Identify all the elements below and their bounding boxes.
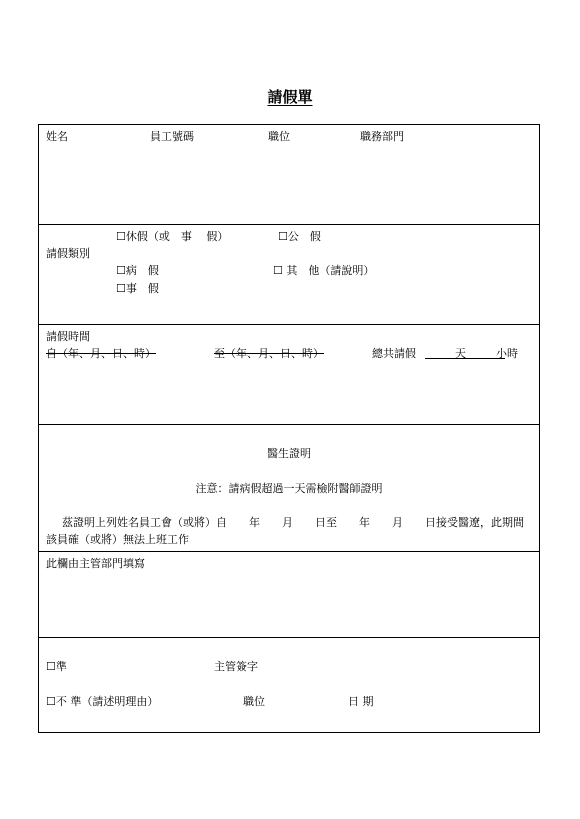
days-unit: 天 [455, 347, 466, 360]
leave-form-border [38, 124, 540, 733]
checkbox-reject[interactable]: ☐不 準（請述明理由） [46, 695, 159, 708]
leave-type-label: 請假類別 [46, 247, 90, 260]
name-label[interactable]: 姓名 [46, 130, 68, 143]
from-datetime[interactable]: 自（年、月、日、時） [46, 347, 156, 360]
form-title: 請假單 [267, 88, 313, 106]
hours-unit: 小時 [496, 347, 518, 360]
page-title [0, 86, 580, 107]
approval-date-label[interactable]: 日 期 [348, 695, 374, 708]
divider-4 [38, 551, 540, 552]
checkbox-official[interactable]: ☐公 假 [278, 230, 321, 243]
divider-2 [38, 324, 540, 325]
supervisor-signature-label[interactable]: 主管簽字 [214, 660, 258, 673]
checkbox-other[interactable]: ☐ 其 他（請說明） [273, 264, 375, 277]
checkbox-personal[interactable]: ☐事 假 [116, 282, 159, 295]
checkbox-approve[interactable]: ☐準 [46, 660, 67, 673]
doctor-cert-note: 注意：請病假超過一天需檢附醫師證明 [195, 482, 383, 495]
doctor-cert-statement: 茲證明上列姓名員工會（或將）自 年 月 日至 年 月 日接受醫遼，此期間該員確（或將）無法上班工作 [46, 516, 524, 546]
approval-position-label[interactable]: 職位 [243, 695, 265, 708]
position-label[interactable]: 職位 [268, 130, 290, 143]
to-datetime[interactable]: 至（年、月、日、時） [214, 347, 324, 360]
divider-1 [38, 224, 540, 225]
total-leave-label: 總共請假 [372, 347, 416, 360]
checkbox-sick[interactable]: ☐病 假 [116, 264, 159, 277]
employee-id-label[interactable]: 員工號碼 [150, 130, 194, 143]
supervisor-section-label: 此欄由主管部門填寫 [46, 557, 145, 570]
divider-5 [38, 637, 540, 638]
checkbox-personal-or[interactable]: ☐休假（或 事 假） [116, 230, 229, 243]
doctor-cert-title: 醫生證明 [267, 447, 311, 460]
divider-3 [38, 424, 540, 425]
leave-time-label: 請假時間 [46, 330, 90, 343]
department-label[interactable]: 職務部門 [360, 130, 404, 143]
